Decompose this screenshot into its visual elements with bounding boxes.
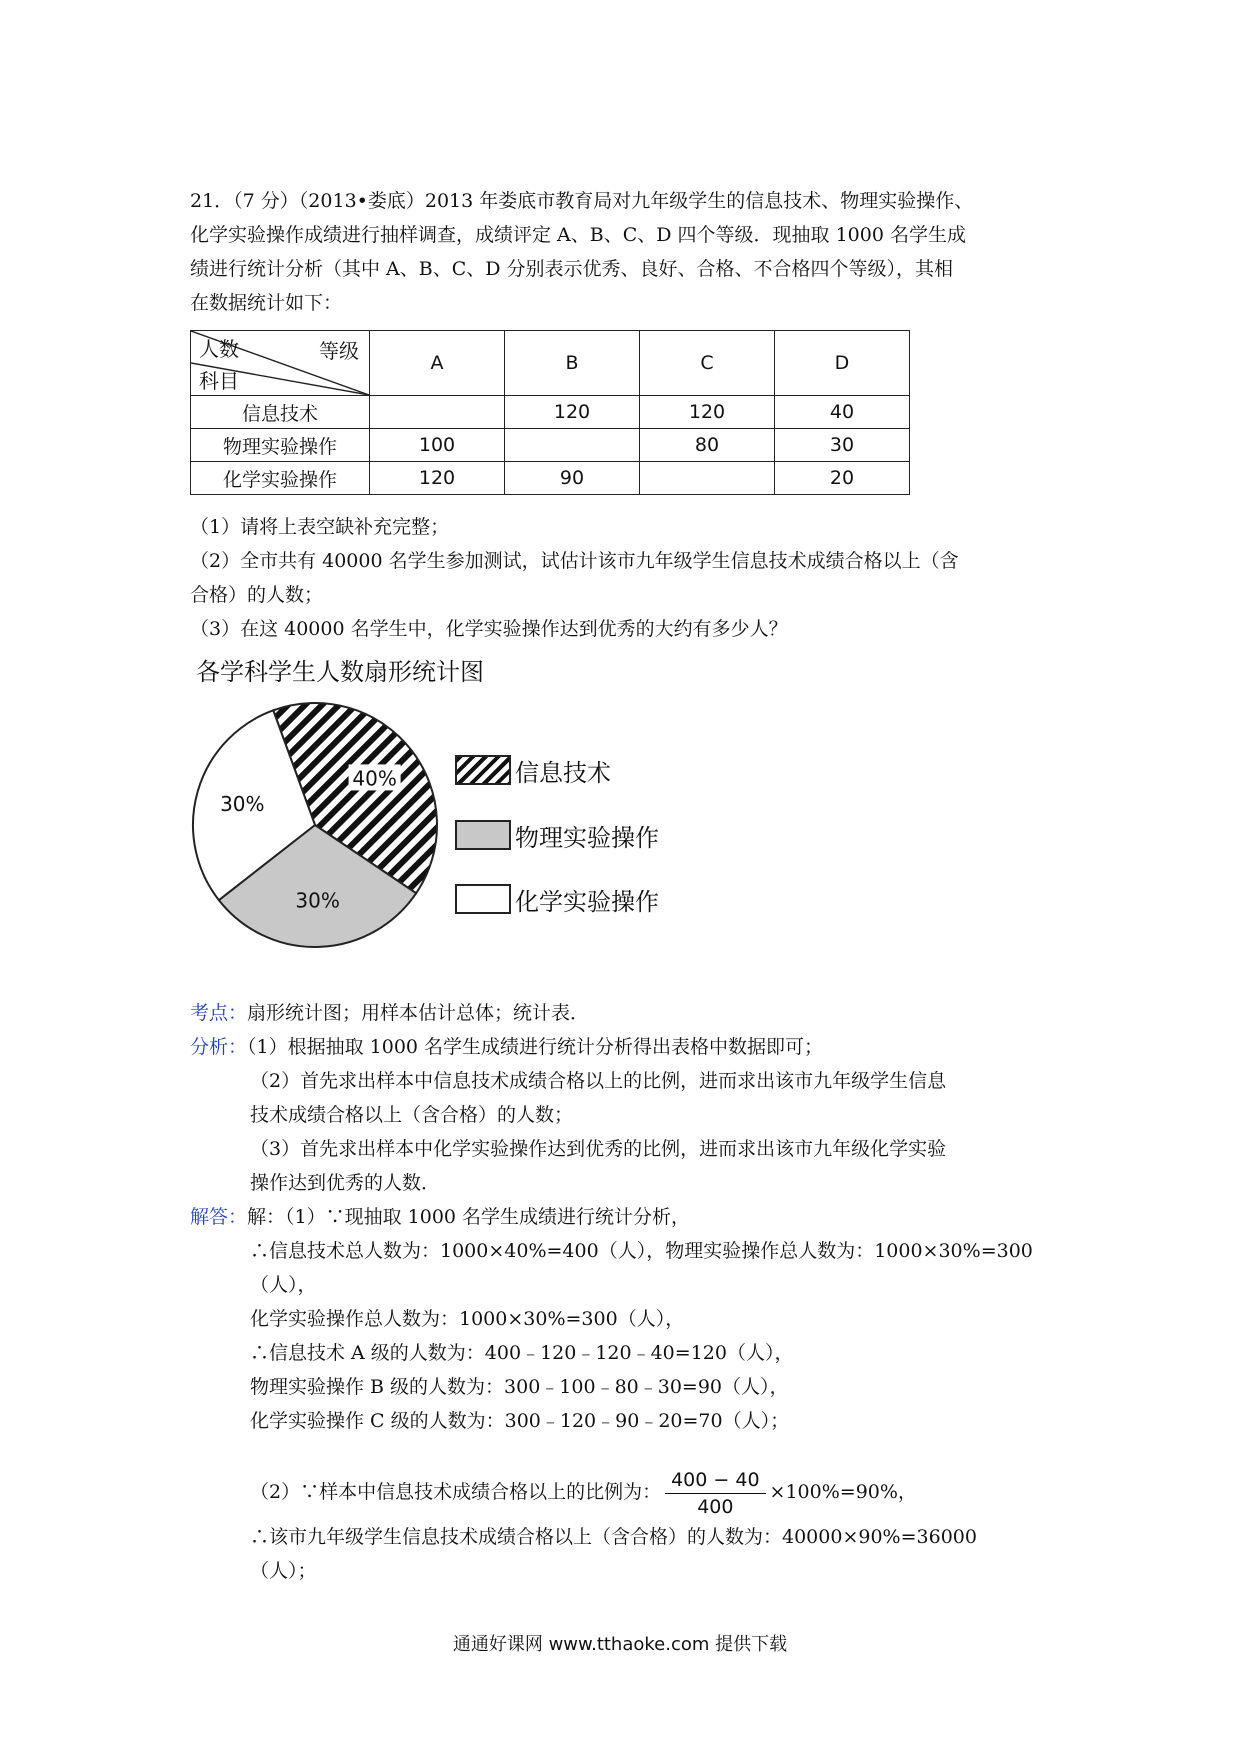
jieda-line: 物理实验操作 B 级的人数为：300﹣100﹣80﹣30=90（人）， [250,1376,789,1398]
sub-question-line: 合格）的人数； [190,584,324,606]
legend-label: 信息技术 [515,759,611,787]
table-cell: 120 [505,396,640,429]
column-header: C [640,331,775,396]
pie-slice-label: 30% [220,792,265,817]
table-cell: 100 [370,429,505,462]
question-line: 在数据统计如下： [190,292,343,314]
table-corner-cell [191,331,370,396]
sub-questions [190,510,1060,646]
pie-slice-label: 30% [295,888,340,913]
jieda-continued [190,1234,1090,1588]
jieda-line [190,1200,1090,1234]
kaodian-line [190,996,1090,1030]
fraction [665,1467,765,1520]
legend-label: 物理实验操作 [515,824,659,852]
table-header-row [191,331,910,396]
fraction-denominator: 400 [697,1495,734,1518]
row-subject: 化学实验操作 [191,462,370,495]
table-row [191,396,910,429]
legend-label: 化学实验操作 [515,888,659,916]
table-row [191,429,910,462]
row-subject: 信息技术 [191,396,370,429]
column-header: B [505,331,640,396]
kaodian-text: 扇形统计图；用样本估计总体；统计表． [247,1002,590,1024]
part2-line: ∴该市九年级学生信息技术成绩合格以上（含合格）的人数为：40000×90%=36000 [250,1526,977,1548]
part2-line: （人）； [250,1560,317,1582]
table-cell [505,429,640,462]
jieda-line: ∴信息技术 A 级的人数为：400﹣120﹣120﹣40=120（人）， [250,1342,794,1364]
table-cell [640,462,775,495]
pie-slice-label: 40% [352,766,397,791]
question-text [190,184,1060,320]
table-cell: 90 [505,462,640,495]
fenxi-line: （3）首先求出样本中化学实验操作达到优秀的比例，进而求出该市九年级化学实验 [250,1138,947,1160]
legend-swatch-gray [455,820,511,850]
jieda-line: 化学实验操作总人数为：1000×30%=300（人）， [250,1308,685,1330]
footer-text: 通通好课网 www.tthaoke.com 提供下载 [452,1634,788,1655]
table-cell: 80 [640,429,775,462]
corner-label-grade: 等级 [319,339,359,363]
table-row [191,462,910,495]
fenxi-label: 分析： [190,1036,248,1058]
table-cell: 20 [775,462,910,495]
chart-title: 各学科学生人数扇形统计图 [196,658,484,686]
legend-swatch-hatch [455,755,511,785]
table-cell: 30 [775,429,910,462]
corner-label-count: 人数 [199,337,239,361]
fenxi-line: 操作达到优秀的人数． [250,1172,441,1194]
part2-line [250,1464,1090,1520]
column-header: D [775,331,910,396]
jieda-label: 解答： [190,1206,248,1228]
part2-suffix: ×100%=90%， [769,1481,917,1503]
jieda-text: 解：（1）∵现抽取 1000 名学生成绩进行统计分析， [247,1206,691,1228]
jieda-line: ∴信息技术总人数为：1000×40%=400（人），物理实验操作总人数为：1000×30%=300 [250,1240,1033,1262]
fenxi-line: （2）首先求出样本中信息技术成绩合格以上的比例，进而求出该市九年级学生信息 [250,1070,947,1092]
fraction-numerator: 400 − 40 [665,1467,765,1494]
fenxi-line: 技术成绩合格以上（含合格）的人数； [250,1104,574,1126]
question-line: 绩进行统计分析（其中 A、B、C、D 分别表示优秀、良好、合格、不合格四个等级），其相 [190,258,954,280]
corner-label-subject: 科目 [199,369,239,393]
row-subject: 物理实验操作 [191,429,370,462]
part2-prefix: （2）∵样本中信息技术成绩合格以上的比例为： [250,1481,662,1503]
question-line: 21．（7 分）（2013•娄底）2013 年娄底市教育局对九年级学生的信息技术、物理实验操作、 [190,190,974,212]
pie-chart [180,690,450,960]
sub-question-line: （3）在这 40000 名学生中，化学实验操作达到优秀的大约有多少人？ [190,618,788,640]
fenxi-text: （1）根据抽取 1000 名学生成绩进行统计分析得出表格中数据即可； [247,1036,824,1058]
jieda-line: （人）， [250,1274,317,1296]
sub-question-line: （2）全市共有 40000 名学生参加测试，试估计该市九年级学生信息技术成绩合格以上（含 [190,550,959,572]
kaodian-label: 考点： [190,1002,248,1024]
jieda-line: 化学实验操作 C 级的人数为：300﹣120﹣90﹣20=70（人）； [250,1410,790,1432]
fenxi-continued [190,1064,1090,1200]
question-line: 化学实验操作成绩进行抽样调查，成绩评定 A、B、C、D 四个等级．现抽取 1000 名学生成 [190,224,966,246]
table-cell: 40 [775,396,910,429]
grade-table [190,330,910,495]
table-cell [370,396,505,429]
sub-question-line: （1）请将上表空缺补充完整； [190,516,450,538]
legend-swatch-white [455,884,511,914]
fenxi-line [190,1030,1090,1064]
column-header: A [370,331,505,396]
table-cell: 120 [640,396,775,429]
analysis-section [190,996,1090,1588]
table-cell: 120 [370,462,505,495]
